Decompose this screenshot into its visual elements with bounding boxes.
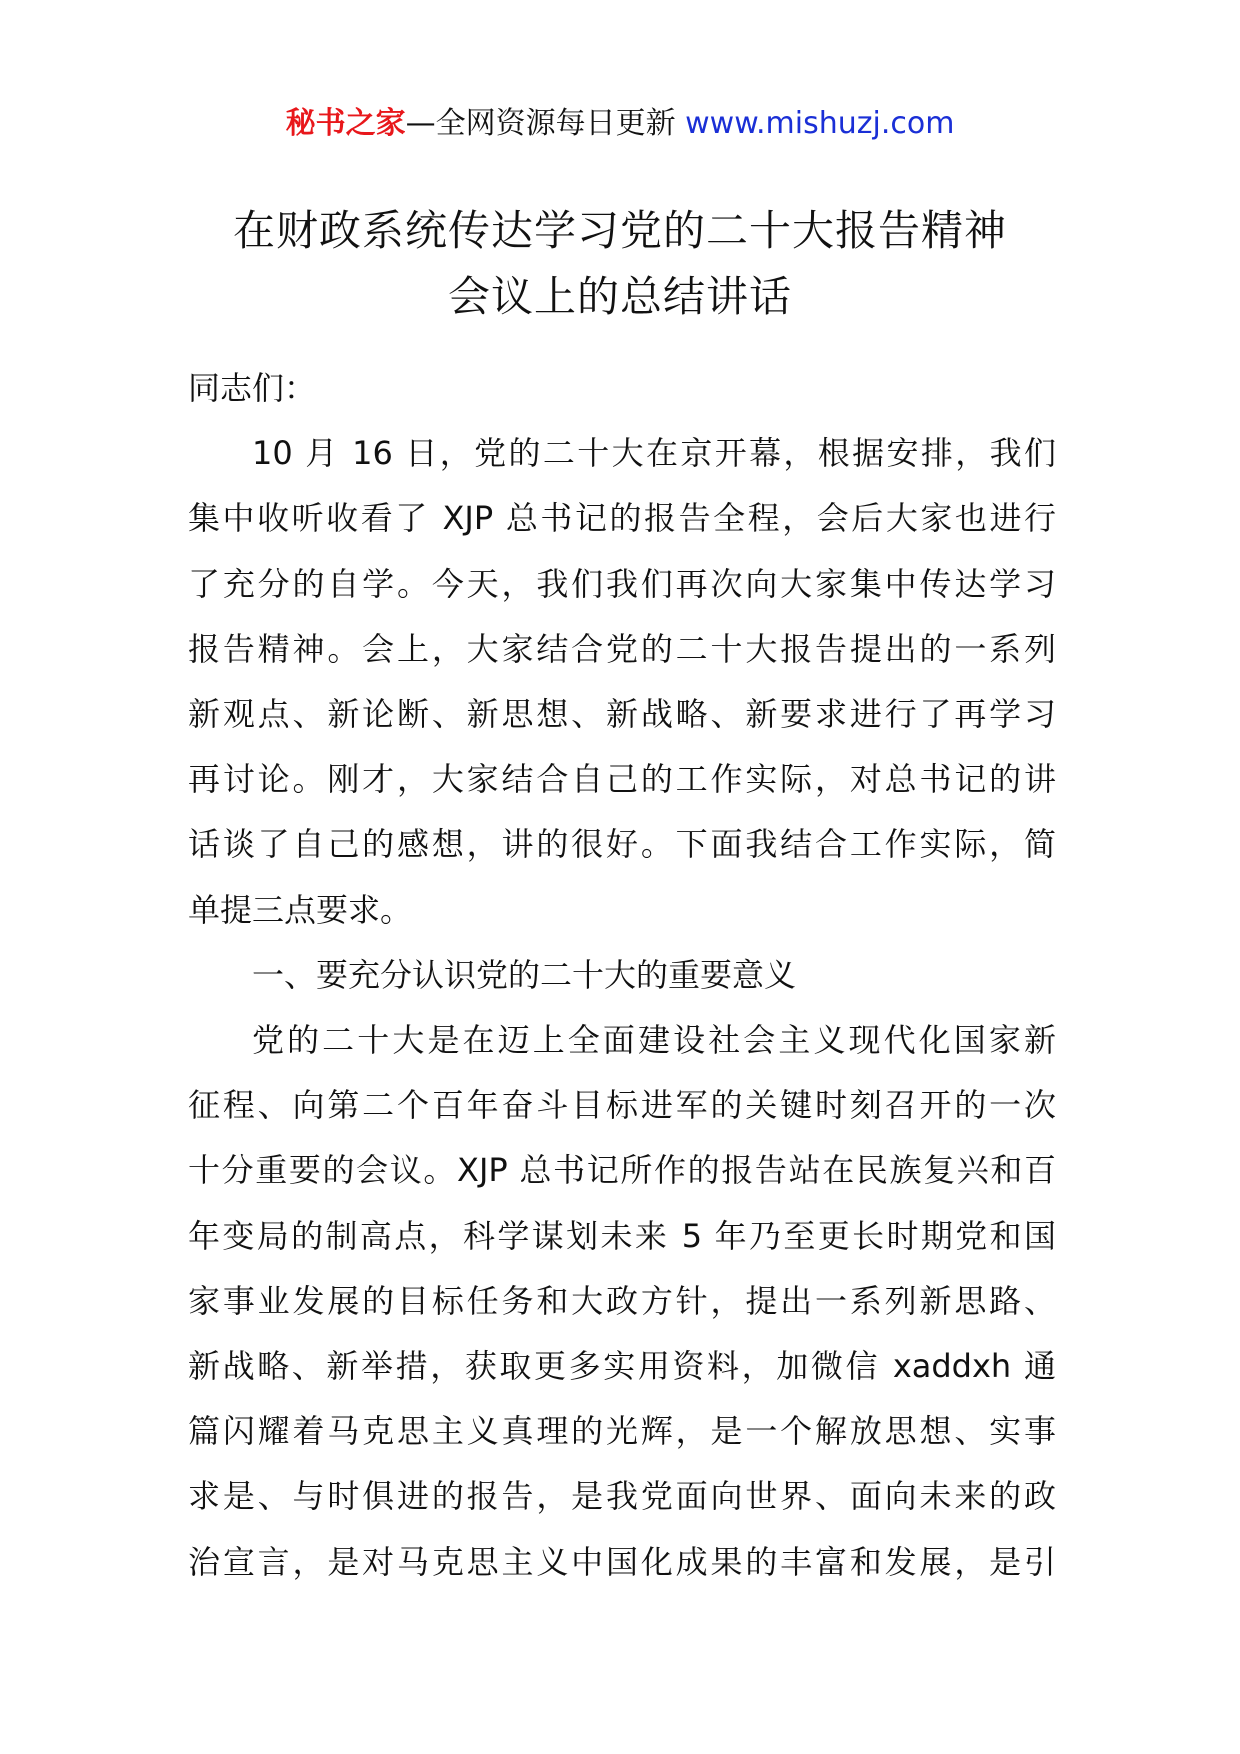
text-line: 再讨论。刚才，大家结合自己的工作实际，对总书记的讲 [188,760,1056,799]
text-line: 党的二十大是在迈上全面建设社会主义现代化国家新 [252,1021,1056,1060]
text-line: 十分重要的会议。XJP 总书记所作的报告站在民族复兴和百 [188,1151,1056,1190]
text-line: 求是、与时俱进的报告，是我党面向世界、面向未来的政 [188,1477,1056,1516]
document-title [0,198,1240,330]
document-body [188,356,1056,1595]
text-line: 了充分的自学。今天，我们我们再次向大家集中传达学习 [188,564,1056,603]
salutation: 同志们： [188,369,317,407]
section-heading-1 [188,943,1056,1008]
text-line: 话谈了自己的感想，讲的很好。下面我结合工作实际，简 [188,825,1056,864]
text-line: 单提三点要求。 [188,890,413,929]
text-line: 年变局的制高点，科学谋划未来 5 年乃至更长时期党和国 [188,1216,1056,1255]
title-line: 在财政系统传达学习党的二十大报告精神 [232,206,1007,255]
site-url-link[interactable]: www.mishuzj.com [685,106,955,141]
site-tagline: —全网资源每日更新 [405,106,686,141]
text-line: 征程、向第二个百年奋斗目标进军的关键时刻召开的一次 [188,1086,1056,1125]
text-line: 新战略、新举措，获取更多实用资料，加微信 xaddxh 通 [188,1347,1056,1386]
text-line: 治宣言，是对马克思主义中国化成果的丰富和发展，是引 [188,1542,1056,1581]
section-heading-text: 一、要充分认识党的二十大的重要意义 [252,955,797,994]
text-line: 10 月 16 日，党的二十大在京开幕，根据安排，我们 [252,434,1056,473]
text-line: 篇闪耀着马克思主义真理的光辉，是一个解放思想、实事 [188,1412,1056,1451]
text-line: 新观点、新论断、新思想、新战略、新要求进行了再学习 [188,695,1056,734]
paragraph-significance [188,1008,1056,1595]
title-line: 会议上的总结讲话 [447,272,792,321]
text-line: 报告精神。会上，大家结合党的二十大报告提出的一系列 [188,629,1056,668]
site-brand: 秘书之家 [285,106,406,141]
text-line: 集中收听收看了 XJP 总书记的报告全程，会后大家也进行 [188,499,1056,538]
site-header [0,104,1240,144]
text-line: 家事业发展的目标任务和大政方针，提出一系列新思路、 [188,1281,1056,1320]
paragraph-intro [188,421,1056,943]
